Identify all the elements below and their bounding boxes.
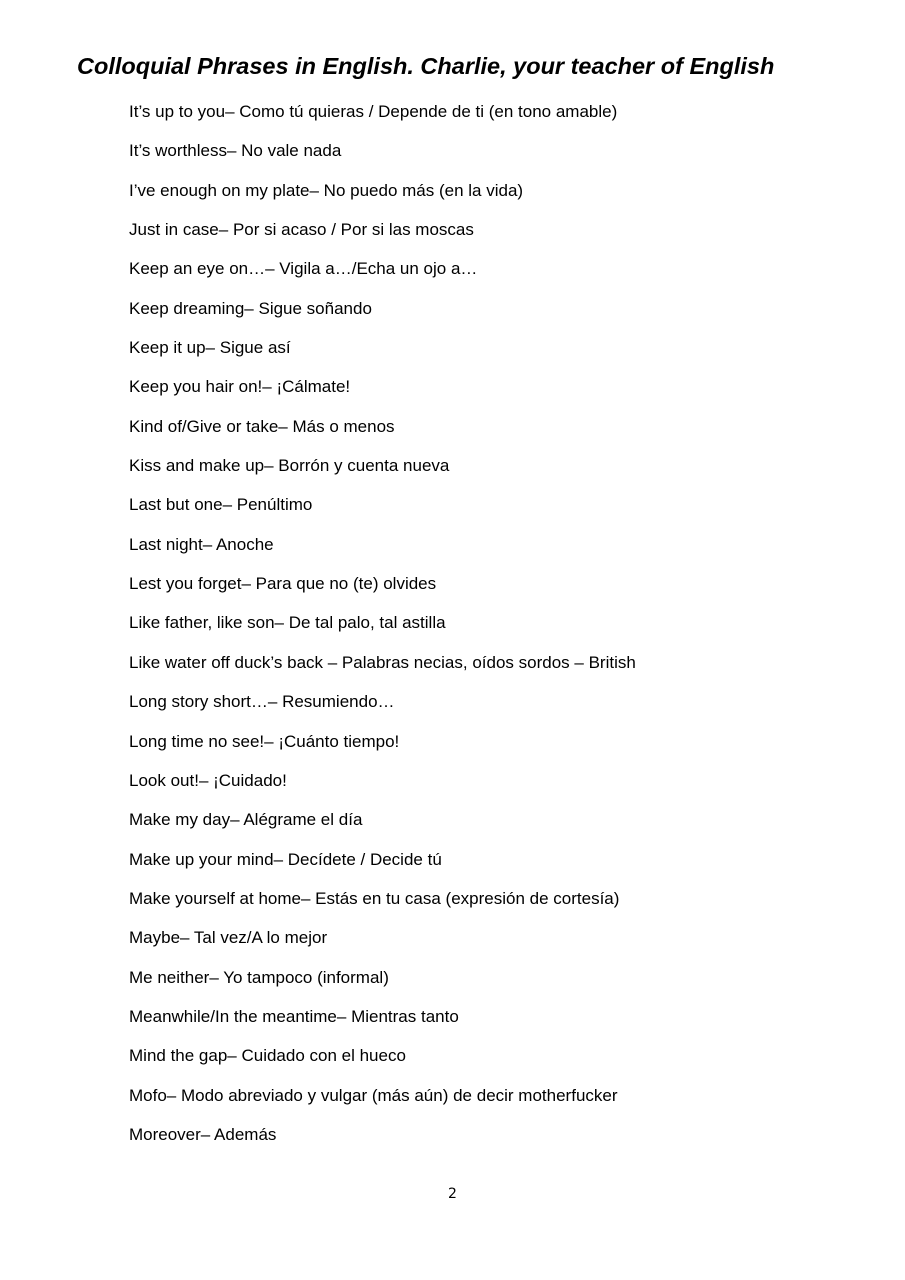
phrase-list xyxy=(129,101,636,1163)
phrase-item: Long story short…– Resumiendo… xyxy=(129,692,395,712)
phrase-item: It’s worthless– No vale nada xyxy=(129,141,342,161)
page-number: 2 xyxy=(448,1186,457,1202)
phrase-item: Keep it up– Sigue así xyxy=(129,338,291,358)
phrase-item: Look out!– ¡Cuidado! xyxy=(129,770,287,790)
phrase-item: Make yourself at home– Estás en tu casa (expresión de cortesía) xyxy=(129,888,620,908)
phrase-item: Like father, like son– De tal palo, tal astilla xyxy=(129,613,446,633)
phrase-item: Maybe– Tal vez/A lo mejor xyxy=(129,928,328,948)
phrase-item: Kiss and make up– Borrón y cuenta nueva xyxy=(129,456,450,476)
phrase-item: Last night– Anoche xyxy=(129,534,274,554)
phrase-item: Just in case– Por si acaso / Por si las moscas xyxy=(129,220,474,240)
phrase-item: Make my day– Alégrame el día xyxy=(129,810,363,830)
phrase-item: It’s up to you– Como tú quieras / Depende de ti (en tono amable) xyxy=(129,102,618,121)
phrase-item: Keep dreaming– Sigue soñando xyxy=(129,298,372,318)
phrase-item: Kind of/Give or take– Más o menos xyxy=(129,416,395,436)
phrase-item: I’ve enough on my plate– No puedo más (en la vida) xyxy=(129,180,524,200)
phrase-item: Keep an eye on…– Vigila a…/Echa un ojo a… xyxy=(129,259,478,279)
phrase-item: Mofo– Modo abreviado y vulgar (más aún) de decir motherfucker xyxy=(129,1085,618,1105)
phrase-item: Mind the gap– Cuidado con el hueco xyxy=(129,1046,406,1066)
phrase-item: Moreover– Además xyxy=(129,1124,277,1144)
phrase-item: Long time no see!– ¡Cuánto tiempo! xyxy=(129,731,400,751)
phrase-item: Keep you hair on!– ¡Cálmate! xyxy=(129,377,351,397)
page-title: Colloquial Phrases in English. Charlie, your teacher of English xyxy=(77,53,775,79)
phrase-item: Make up your mind– Decídete / Decide tú xyxy=(129,849,442,869)
phrase-item: Like water off duck’s back – Palabras necias, oídos sordos – British xyxy=(129,652,636,672)
phrase-item: Meanwhile/In the meantime– Mientras tanto xyxy=(129,1006,459,1026)
phrase-item: Last but one– Penúltimo xyxy=(129,495,313,515)
phrase-item: Me neither– Yo tampoco (informal) xyxy=(129,967,389,987)
phrase-item: Lest you forget– Para que no (te) olvides xyxy=(129,574,437,594)
